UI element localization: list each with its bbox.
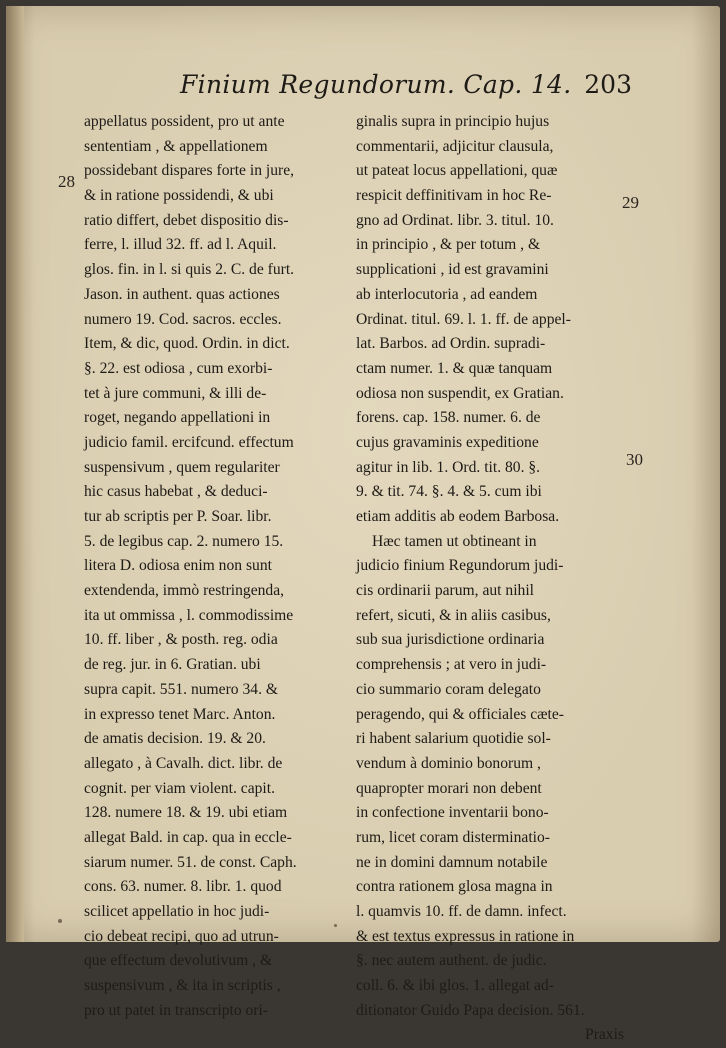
- text-line: ditionator Guido Papa decision. 561.: [356, 1001, 585, 1019]
- text-line: agitur in lib. 1. Ord. tit. 80. §.: [356, 458, 541, 476]
- text-line: extendenda, immò restringenda,: [84, 582, 285, 600]
- text-line: supra capit. 551. numero 34. &: [84, 680, 279, 698]
- text-line: que effectum devolutivum , &: [84, 952, 273, 970]
- left-text-column: [84, 110, 346, 1023]
- text-line: de amatis decision. 19. & 20.: [84, 730, 266, 748]
- text-line: cio debeat recipi, quo ad utrun-: [84, 927, 279, 945]
- book-page: [6, 6, 720, 1044]
- text-line: ut pateat locus appellationi, quæ: [356, 162, 558, 180]
- margin-number: 29: [622, 193, 639, 212]
- margin-number: 30: [626, 450, 643, 469]
- running-title: Finium Regundorum. Cap. 14.: [180, 70, 572, 99]
- text-line: & in ratione possidendi, & ubi: [84, 187, 274, 205]
- text-line: allegato , à Cavalh. dict. libr. de: [84, 754, 283, 772]
- text-line: quapropter morari non debent: [356, 779, 542, 797]
- text-line: sententiam , & appellationem: [84, 137, 268, 155]
- text-line: cujus gravaminis expeditione: [356, 433, 539, 451]
- text-line: commentarii, adjicitur clausula,: [356, 137, 554, 155]
- text-line: in confectione inventarii bono-: [356, 804, 549, 822]
- text-line: ferre, l. illud 32. ff. ad l. Aquil.: [84, 236, 277, 254]
- text-line: in expresso tenet Marc. Anton.: [84, 705, 276, 723]
- text-line: litera D. odiosa enim non sunt: [84, 557, 272, 575]
- text-line: appellatus possident, pro ut ante: [84, 113, 285, 130]
- ink-speck: [58, 919, 62, 923]
- text-line: suspensivum , quem regulariter: [84, 458, 280, 476]
- text-line: suspensivum , & ita in scriptis ,: [84, 977, 281, 995]
- text-line: ab interlocutoria , ad eandem: [356, 285, 538, 303]
- text-line: allegat Bald. in cap. qua in eccle-: [84, 828, 292, 846]
- text-line: Item, & dic, quod. Ordin. in dict.: [84, 335, 290, 353]
- text-line: §. 22. est odiosa , cum exorbi-: [84, 359, 273, 377]
- text-line: etiam additis ab eodem Barbosa.: [356, 508, 560, 525]
- text-line: lat. Barbos. ad Ordin. supradi-: [356, 335, 546, 353]
- text-line: cognit. per viam violent. capit.: [84, 779, 275, 797]
- text-line: vendum à dominio bonorum ,: [356, 754, 541, 772]
- text-line: 10. ff. liber , & posth. reg. odia: [84, 631, 278, 649]
- text-line: ri habent salarium quotidie sol-: [356, 730, 551, 748]
- text-line: forens. cap. 158. numer. 6. de: [356, 409, 541, 427]
- text-line: cons. 63. numer. 8. libr. 1. quod: [84, 878, 282, 896]
- text-line: sub sua jurisdictione ordinaria: [356, 631, 545, 649]
- text-line: cio summario coram delegato: [356, 680, 541, 698]
- text-line: de reg. jur. in 6. Gratian. ubi: [84, 656, 261, 674]
- text-line: roget, negando appellationi in: [84, 409, 271, 427]
- text-line: peragendo, qui & officiales cæte-: [356, 705, 564, 723]
- text-line: ctam numer. 1. & quæ tanquam: [356, 359, 553, 377]
- text-line: Praxis: [585, 1026, 624, 1044]
- text-line: glos. fin. in l. si quis 2. C. de furt.: [84, 261, 295, 279]
- text-line: gno ad Ordinat. libr. 3. titul. 10.: [356, 211, 554, 229]
- text-line: Jason. in authent. quas actiones: [84, 285, 280, 303]
- text-line: ratio differt, debet dispositio dis-: [84, 211, 289, 229]
- text-line: judicio famil. ercifcund. effectum: [84, 433, 294, 451]
- text-line: hic casus habebat , & deduci-: [84, 483, 268, 501]
- text-line: 9. & tit. 74. §. 4. & 5. cum ibi: [356, 483, 542, 501]
- page-number: 203: [584, 70, 632, 99]
- text-line: numero 19. Cod. sacros. eccles.: [84, 310, 282, 328]
- text-line: in principio , & per totum , &: [356, 236, 541, 254]
- text-line: siarum numer. 51. de const. Caph.: [84, 853, 297, 871]
- text-line: ne in domini damnum notabile: [356, 853, 548, 871]
- book-spine-shadow: [6, 6, 24, 942]
- text-line: tet à jure communi, & illi de-: [84, 384, 267, 402]
- text-line: judicio finium Regundorum judi-: [356, 557, 564, 575]
- text-line: tur ab scriptis per P. Soar. libr.: [84, 508, 272, 525]
- text-line: & est textus expressus in ratione in: [356, 927, 575, 945]
- text-line: 5. de legibus cap. 2. numero 15.: [84, 532, 284, 550]
- text-line: pro ut patet in transcripto ori-: [84, 1001, 269, 1019]
- text-line: cis ordinarii parum, aut nihil: [356, 582, 534, 600]
- text-line: contra rationem glosa magna in: [356, 878, 553, 896]
- text-line: coll. 6. & ibi glos. 1. allegat ad-: [356, 977, 554, 995]
- text-line: comprehensis ; at vero in judi-: [356, 656, 547, 674]
- text-line: scilicet appellatio in hoc judi-: [84, 903, 270, 920]
- text-line: Ordinat. titul. 69. l. 1. ff. de appel-: [356, 310, 571, 328]
- text-line: Hæc tamen ut obtineant in: [372, 532, 537, 550]
- text-line: ginalis supra in principio hujus: [356, 113, 550, 130]
- ink-speck: [334, 924, 337, 927]
- text-line: possidebant dispares forte in jure,: [84, 162, 295, 180]
- text-line: rum, licet coram disterminatio-: [356, 828, 550, 846]
- right-text-column: [356, 110, 624, 1048]
- text-line: respicit deffinitivam in hoc Re-: [356, 187, 552, 205]
- text-line: ita ut ommissa , l. commodissime: [84, 606, 294, 624]
- text-line: 128. numere 18. & 19. ubi etiam: [84, 804, 288, 822]
- text-line: odiosa non suspendit, ex Gratian.: [356, 384, 564, 402]
- text-line: §. nec autem authent. de judic.: [356, 952, 547, 970]
- running-header: [76, 70, 636, 108]
- text-line: refert, sicuti, & in aliis casibus,: [356, 606, 551, 624]
- margin-number: 28: [58, 172, 75, 191]
- text-line: l. quamvis 10. ff. de damn. infect.: [356, 903, 567, 920]
- text-line: supplicationi , id est gravamini: [356, 261, 549, 279]
